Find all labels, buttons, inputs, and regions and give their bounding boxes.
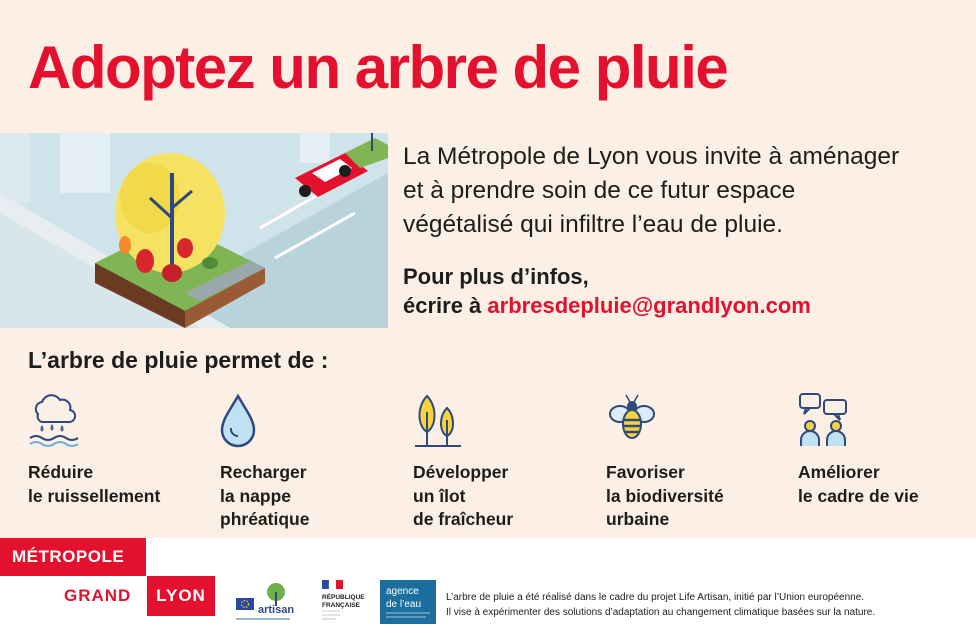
footer: [0, 538, 976, 633]
benefit-label-line: de fraîcheur: [413, 509, 514, 529]
benefit-label-line: Développer: [413, 462, 509, 482]
footnote-line: Il vise à expérimenter des solutions d’adaptation au changement climatique basées sur la nature.: [446, 607, 876, 618]
footnote-line: L’arbre de pluie a été réalisé dans le cadre du projet Life Artisan, initié par l’Union européenne.: [446, 592, 865, 603]
life-artisan-logo: [234, 580, 296, 624]
benefit-label-line: la nappe: [220, 485, 291, 506]
water-drop-icon: [220, 392, 272, 448]
people-speech-icon: [798, 392, 850, 448]
benefits-heading: L’arbre de pluie permet de :: [28, 347, 329, 373]
agence-de-leau-logo: [380, 580, 436, 624]
contact-line: [403, 291, 811, 320]
metropole-logo-grand: GRAND: [64, 586, 132, 605]
page-title: Adoptez un arbre de pluie: [28, 34, 728, 101]
benefit-label-line: Favoriser: [606, 462, 685, 482]
agence-line: agence: [386, 586, 419, 597]
rain-cloud-water-icon: [28, 392, 80, 448]
republique-line: RÉPUBLIQUE: [322, 594, 365, 601]
benefit-label: [606, 461, 796, 532]
benefit-item: [798, 392, 976, 508]
benefit-label-line: Réduire: [28, 462, 94, 482]
contact-info: [403, 262, 811, 320]
benefit-label-line: la biodiversité: [606, 485, 724, 506]
footnote: [446, 590, 875, 620]
metropole-logo-top: MÉTROPOLE: [0, 538, 146, 576]
benefit-label: [413, 461, 603, 532]
intro-line: La Métropole de Lyon vous invite à aménager: [403, 143, 900, 170]
benefit-label-line: Améliorer: [798, 462, 880, 482]
benefit-label: [798, 461, 976, 508]
intro-line: végétalisé qui infiltre l’eau de pluie.: [403, 211, 783, 238]
artisan-logo-text: artisan: [258, 604, 295, 616]
benefit-label: [28, 461, 218, 508]
contact-email-link[interactable]: arbresdepluie@grandlyon.com: [487, 293, 811, 318]
intro-text: [403, 140, 963, 242]
benefit-label-line: le ruissellement: [28, 485, 161, 506]
agence-line: de l’eau: [386, 599, 422, 610]
benefit-label-line: un îlot: [413, 485, 466, 506]
benefit-label-line: Recharger: [220, 462, 307, 482]
benefit-label: [220, 461, 410, 532]
benefit-item: [28, 392, 218, 508]
trees-icon: [413, 392, 465, 448]
metropole-logo-lyon: LYON: [147, 576, 215, 616]
contact-heading: Pour plus d’infos,: [403, 264, 589, 289]
bee-icon: [606, 392, 658, 448]
intro-line: et à prendre soin de ce futur espace: [403, 177, 796, 204]
benefit-label-line: le cadre de vie: [798, 485, 919, 506]
benefit-label-line: phréatique: [220, 509, 310, 529]
benefit-item: [413, 392, 603, 532]
benefit-item: [606, 392, 796, 532]
republique-line: FRANÇAISE: [322, 602, 360, 609]
rain-tree-illustration: [0, 133, 388, 328]
benefit-item: [220, 392, 410, 532]
contact-prefix: écrire à: [403, 293, 482, 318]
benefit-label-line: urbaine: [606, 509, 670, 529]
republique-francaise-logo: [320, 578, 372, 626]
